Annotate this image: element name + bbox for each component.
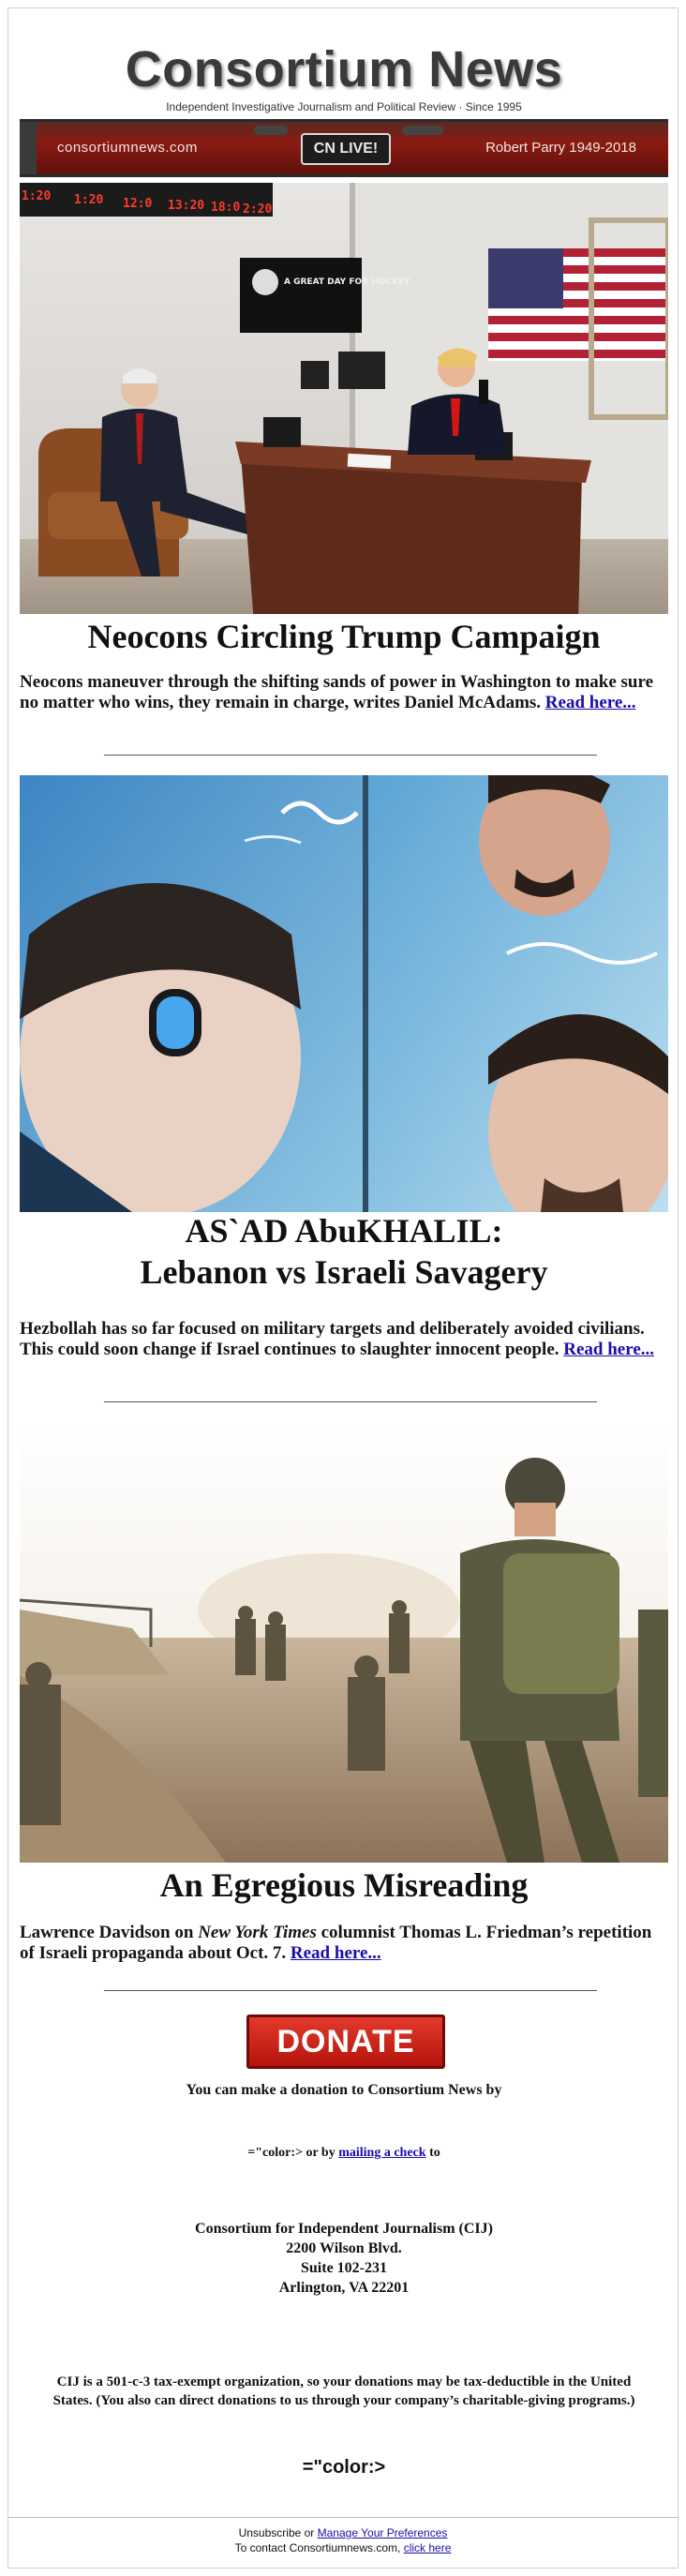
divider bbox=[104, 1401, 597, 1402]
contact-link[interactable]: click here bbox=[403, 2541, 452, 2554]
address-line: Arlington, VA 22201 bbox=[278, 2280, 410, 2296]
article-1-summary-text: Neocons maneuver through the shifting sands of power in Washington to make sure no matter who wins, they remain in charge, writes Daniel McAdams. bbox=[20, 672, 654, 712]
soldiers-photo bbox=[20, 1422, 668, 1863]
address-line: 2200 Wilson Blvd. bbox=[286, 2240, 402, 2256]
donate-mail-line bbox=[20, 2146, 668, 2161]
tax-note: CIJ is a 501-c-3 tax-exempt organization, so your donations may be tax-deductible in the United States. (You also can direct donations to us through your company’s charitable-giving programs.) bbox=[52, 2374, 635, 2408]
banner-tribute: Robert Parry 1949-2018 bbox=[485, 140, 636, 156]
article-3-summary-post: columnist Thomas L. Friedman’s repetition of Israeli propaganda about Oct. 7. bbox=[20, 1923, 652, 1963]
banner-pipe bbox=[254, 126, 288, 135]
mailing-check-link[interactable]: mailing a check bbox=[338, 2146, 426, 2160]
donate-mail-post: to bbox=[429, 2146, 440, 2160]
clock: 12:0 bbox=[123, 197, 153, 211]
article-2-summary-text: Hezbollah has so far focused on military targets and deliberately avoided civilians. This could soon change if Israel continues to slaughter innocent people. bbox=[20, 1319, 645, 1359]
newsletter-page bbox=[7, 7, 679, 2569]
unsubscribe-line bbox=[8, 2518, 678, 2540]
divider bbox=[104, 755, 597, 756]
article-3-read-link[interactable]: Read here... bbox=[290, 1943, 381, 1963]
clock: 18:0 bbox=[211, 201, 241, 215]
masthead bbox=[20, 29, 668, 172]
article-1-read-link[interactable]: Read here... bbox=[544, 693, 636, 712]
mural-photo bbox=[20, 775, 668, 1212]
mailing-address bbox=[20, 2219, 668, 2298]
donate-intro: You can make a donation to Consortium News by bbox=[186, 2082, 502, 2098]
masthead-title[interactable]: Consortium News bbox=[125, 41, 563, 97]
article-1-summary bbox=[20, 672, 668, 713]
donate-button[interactable]: DONATE bbox=[246, 2014, 445, 2069]
address-line: Suite 102-231 bbox=[301, 2260, 387, 2276]
publication-name: New York Times bbox=[198, 1923, 317, 1942]
article-3-headline[interactable]: An Egregious Misreading bbox=[159, 1866, 529, 1904]
article-1-headline[interactable]: Neocons Circling Trump Campaign bbox=[87, 618, 601, 655]
masthead-banner[interactable] bbox=[20, 119, 668, 177]
banner-text: A GREAT DAY FOR HOCKEY bbox=[284, 277, 410, 287]
masthead-tagline: Independent Investigative Journalism and Political Review · Since 1995 bbox=[166, 100, 522, 113]
article-2-image[interactable] bbox=[20, 775, 668, 1212]
donate-mail-pre: ="color:> or by bbox=[247, 2146, 336, 2160]
oval-office-photo bbox=[20, 183, 668, 614]
us-flag bbox=[488, 248, 668, 361]
banner-pipe-left bbox=[20, 122, 37, 174]
article-3-summary-pre: Lawrence Davidson on bbox=[20, 1923, 199, 1942]
banner-site-url: consortiumnews.com bbox=[57, 140, 198, 156]
banner-pipe bbox=[402, 126, 443, 135]
contact-text: To contact Consortiumnews.com, bbox=[234, 2541, 401, 2554]
clock: 13:20 bbox=[168, 199, 205, 213]
clock: 2:20 bbox=[243, 202, 273, 217]
unsubscribe-text: Unsubscribe or bbox=[238, 2526, 315, 2539]
divider bbox=[104, 1990, 597, 1991]
article-1-image[interactable] bbox=[20, 183, 668, 614]
cn-live-badge: CN LIVE! bbox=[301, 133, 391, 165]
manage-preferences-link[interactable]: Manage Your Preferences bbox=[317, 2526, 448, 2539]
clock: 1:20 bbox=[22, 189, 52, 203]
article-3-image[interactable] bbox=[20, 1422, 668, 1863]
footer bbox=[8, 2517, 678, 2569]
stray-markup-text: ="color:> bbox=[302, 2457, 386, 2478]
article-2-headline[interactable] bbox=[20, 1210, 668, 1293]
article-2-read-link[interactable]: Read here... bbox=[563, 1340, 655, 1359]
contact-line bbox=[8, 2540, 678, 2555]
article-3-summary bbox=[20, 1923, 668, 1964]
headline-line: AS`AD AbuKHALIL: bbox=[185, 1212, 503, 1250]
clock: 1:20 bbox=[74, 193, 104, 207]
address-line: Consortium for Independent Journalism (CIJ) bbox=[195, 2221, 493, 2237]
article-2-summary bbox=[20, 1319, 668, 1360]
headline-line: Lebanon vs Israeli Savagery bbox=[140, 1253, 548, 1291]
